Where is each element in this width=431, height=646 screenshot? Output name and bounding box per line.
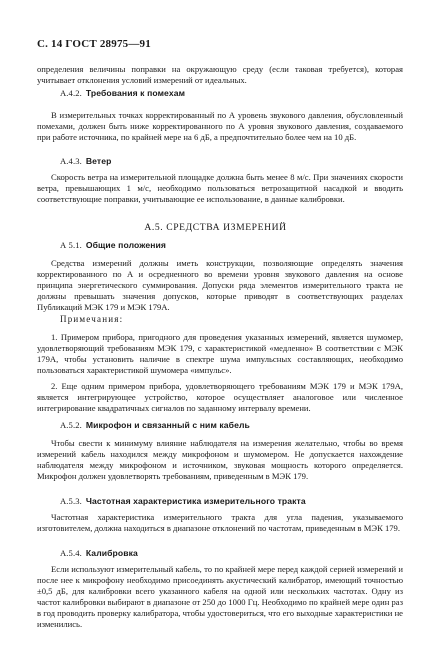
subsection-number: А.4.2. — [60, 88, 82, 98]
intro-paragraph: определения величины поправки на окружающую среду (если таковая требуется), которая учитывает отклонения условий измерений от идеальных. — [37, 64, 403, 86]
paragraph-a52: Чтобы свести к минимуму влияние наблюдателя на измерения желательно, чтобы во время измерений кабель находился между микрофоном и шумомером. Не допускается нахождение наблюдателя между микрофоном и источником, звуковая мощность которого определяется. Микрофон должен удовлетворять требованиям, приведенным в МЭК 179. — [37, 438, 403, 482]
paragraph-a51: Средства измерений должны иметь конструкции, позволяющие определять значения корректированного по А и осредненного во времени уровня звукового давления на основе принципа энергетического суммирования. Допуски ряда элементов измерительного тракта не должны превышать значения допусков, которые приводят в соответствующих разделах Публикаций МЭК 179 и МЭК 179А. — [37, 258, 403, 313]
subsection-number: А.5.3. — [60, 496, 82, 506]
page-header: С. 14 ГОСТ 28975—91 — [37, 38, 151, 50]
subsection-number: А.5.4. — [60, 548, 82, 558]
subsection-number: А.5.2. — [60, 420, 82, 430]
paragraph-a43: Скорость ветра на измерительной площадке должна быть менее 8 м/с. При значениях скорости ветра, превышающих 1 м/с, необходимо пользоваться ветрозащитной насадкой и вводить соответствующие поправки, учитывающие ее использование, в данные калибровки. — [37, 172, 403, 205]
subsection-title: Микрофон и связанный с ним кабель — [85, 420, 250, 430]
paragraph-a42: В измерительных точках корректированный по А уровень звукового давления, обусловленный помехами, должен быть ниже корректированного по А уровня звукового давления, создаваемого при работе источника, по крайней мере на 6 дБ, а предпочтительно более чем на 10 дБ. — [37, 110, 403, 143]
subsection-title: Общие положения — [85, 240, 167, 250]
subsection-a52-heading — [60, 420, 250, 430]
paragraph-a53: Частотная характеристика измерительного тракта для угла падения, указываемого изготовителем, должна находиться в диапазоне отклонений по частотам, приведенным в МЭК 179. — [37, 512, 403, 534]
subsection-a43-heading — [60, 156, 111, 166]
subsection-title: Ветер — [85, 156, 112, 166]
subsection-a51-heading — [60, 240, 166, 250]
paragraph-a54: Если используют измерительный кабель, то по крайней мере перед каждой серией измерений и после нее к микрофону необходимо присоединять акустический калибратор, имеющий точностью ±0,5 дБ, для калибровки всего указанного кабеля на одной или нескольких частотах. Одну из частот калибровки выбирают в диапазоне от 250 до 1000 Гц. Необходимо по крайней мере один раз в год проводить проверку калибратора, чтобы удостовериться, что его выходные характеристики не изменились. — [37, 564, 403, 630]
subsection-number: А 5.1. — [60, 240, 82, 250]
subsection-title: Требования к помехам — [85, 88, 186, 98]
subsection-number: А.4.3. — [60, 156, 82, 166]
note-2: 2. Еще одним примером прибора, удовлетворяющего требованиям МЭК 179 и МЭК 179А, является интегрирующее устройство, которое осуществляет аналоговое или численное интегрирование квадратичных сигналов по заданному интервалу времени. — [37, 381, 403, 414]
subsection-title: Калибровка — [85, 548, 138, 558]
notes-title: Примечания: — [60, 314, 124, 324]
subsection-a42-heading — [60, 88, 185, 98]
subsection-a54-heading — [60, 548, 138, 558]
note-1: 1. Примером прибора, пригодного для проведения указанных измерений, является шумомер, удовлетворяющий требованиям МЭК 179, с характеристикой «медленно» В соответствии с МЭК 179А, чтобы установить наличие в спектре шума импульсных составляющих, необходимо пользоваться характеристикой шумомера «импульс». — [37, 332, 403, 376]
subsection-title: Частотная характеристика измерительного тракта — [85, 496, 306, 506]
section-a5-heading: А.5. СРЕДСТВА ИЗМЕРЕНИЙ — [144, 222, 287, 233]
subsection-a53-heading — [60, 496, 306, 506]
